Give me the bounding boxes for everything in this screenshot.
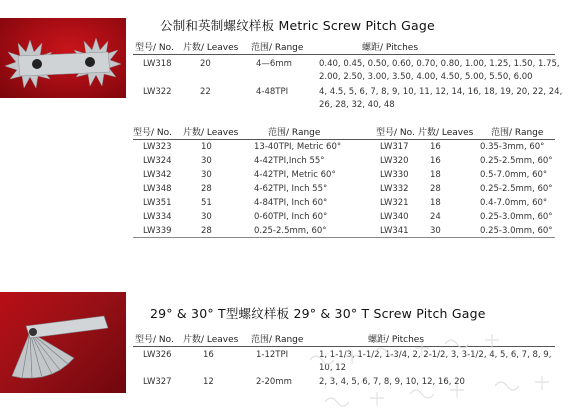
row-model: LW320: [380, 156, 409, 166]
row-leaves: 28: [430, 184, 441, 194]
table-rule: [133, 237, 555, 238]
row-leaves: 30: [201, 170, 212, 180]
header-model: 型号/ No.: [133, 128, 172, 138]
row-model: LW340: [380, 212, 409, 222]
row-range: 0.25-3.0mm, 60°: [480, 212, 553, 222]
row-pitches-line1: 2, 3, 4, 5, 6, 7, 8, 9, 10, 12, 16, 20: [319, 377, 465, 387]
row-range: 4-84TPI, Inch 60°: [254, 198, 328, 208]
row-leaves: 24: [430, 212, 441, 222]
row-range: 0.35-3mm, 60°: [480, 142, 545, 152]
row-range: 0.4-7.0mm, 60°: [480, 198, 548, 208]
row-range: 2-20mm: [256, 377, 292, 387]
row-range: 4-62TPI, Inch 55°: [254, 184, 328, 194]
row-range: 0.25-3.0mm, 60°: [480, 226, 553, 236]
row-model: LW342: [143, 170, 172, 180]
row-leaves: 18: [430, 170, 441, 180]
row-model: LW334: [143, 212, 172, 222]
row-leaves: 28: [201, 226, 212, 236]
row-model: LW348: [143, 184, 172, 194]
header-range: 范围/ Range: [251, 43, 304, 53]
row-pitches-line1: 0.40, 0.45, 0.50, 0.60, 0.70, 0.80, 1.00, 1.25, 1.50, 1.75,: [319, 59, 560, 69]
row-range: 0.5-7.0mm, 60°: [480, 170, 548, 180]
row-leaves: 18: [430, 198, 441, 208]
row-pitches-line1: 4, 4.5, 5, 6, 7, 8, 9, 10, 11, 12, 14, 16, 18, 19, 20, 22, 24,: [319, 87, 563, 97]
row-model: LW330: [380, 170, 409, 180]
header-model: 型号/ No.: [376, 128, 415, 138]
row-model: LW322: [143, 87, 172, 97]
row-range: 0.25-2.5mm, 60°: [480, 184, 553, 194]
row-pitches-line2: 26, 28, 32, 40, 48: [319, 100, 395, 110]
row-model: LW327: [143, 377, 172, 387]
header-pitches: 螺距/ Pitches: [368, 335, 425, 345]
pitch-gauge-illustration: [0, 18, 126, 98]
header-range: 范围/ Range: [251, 335, 304, 345]
row-leaves: 10: [201, 142, 212, 152]
row-range: 4-42TPI,Inch 55°: [254, 156, 325, 166]
row-pitches-line2: 10, 12: [319, 363, 347, 373]
row-model: LW339: [143, 226, 172, 236]
row-model: LW318: [143, 59, 172, 69]
metric-section-title: 公制和英制螺纹样板 Metric Screw Pitch Gage: [160, 18, 435, 33]
header-model: 型号/ No.: [135, 43, 174, 53]
header-leaves: 片数/ Leaves: [183, 43, 239, 53]
row-pitches-line2: 2.00, 2.50, 3.00, 3.50, 4.00, 4.50, 5.00, 5.50, 6.00: [319, 72, 533, 82]
row-range: 0.25-2.5mm, 60°: [254, 226, 327, 236]
row-leaves: 16: [430, 156, 441, 166]
row-model: LW323: [143, 142, 172, 152]
row-leaves: 16: [430, 142, 441, 152]
row-leaves: 20: [200, 59, 211, 69]
fan-gauge-illustration: [0, 292, 126, 393]
row-model: LW332: [380, 184, 409, 194]
watermark-graphic: [300, 330, 572, 411]
header-leaves: 片数/ Leaves: [418, 128, 474, 138]
row-range: 13-40TPI, Metric 60°: [254, 142, 342, 152]
row-range: 0.25-2.5mm, 60°: [480, 156, 553, 166]
header-range: 范围/ Range: [491, 128, 544, 138]
row-model: LW317: [380, 142, 409, 152]
row-leaves: 30: [201, 212, 212, 222]
metric-gauge-photo: [0, 18, 126, 98]
row-leaves: 28: [201, 184, 212, 194]
row-model: LW326: [143, 350, 172, 360]
row-range: 4-42TPI, Metric 60°: [254, 170, 336, 180]
header-leaves: 片数/ Leaves: [183, 335, 239, 345]
row-range: 1-12TPI: [256, 350, 289, 360]
t-screw-section-title: 29° & 30° T型螺纹样板 29° & 30° T Screw Pitch Gage: [150, 306, 486, 321]
row-range: 0-60TPI, Inch 60°: [254, 212, 328, 222]
row-leaves: 16: [203, 350, 214, 360]
row-model: LW351: [143, 198, 172, 208]
table-rule: [133, 54, 555, 55]
header-model: 型号/ No.: [135, 335, 174, 345]
header-pitches: 螺距/ Pitches: [362, 43, 419, 53]
row-leaves: 30: [201, 156, 212, 166]
row-leaves: 51: [201, 198, 212, 208]
t-screw-gauge-photo: [0, 292, 126, 393]
row-pitches-line1: 1, 1-1/3, 1-1/2, 1-3/4, 2, 2-1/2, 3, 3-1/2, 4, 5, 6, 7, 8, 9,: [319, 350, 552, 360]
row-leaves: 12: [203, 377, 214, 387]
row-leaves: 30: [430, 226, 441, 236]
row-model: LW324: [143, 156, 172, 166]
header-range: 范围/ Range: [268, 128, 321, 138]
row-range: 4-48TPI: [256, 87, 289, 97]
row-model: LW341: [380, 226, 409, 236]
row-range: 4—6mm: [256, 59, 292, 69]
header-leaves: 片数/ Leaves: [183, 128, 239, 138]
row-model: LW321: [380, 198, 409, 208]
table-rule: [133, 139, 555, 140]
row-leaves: 22: [200, 87, 211, 97]
